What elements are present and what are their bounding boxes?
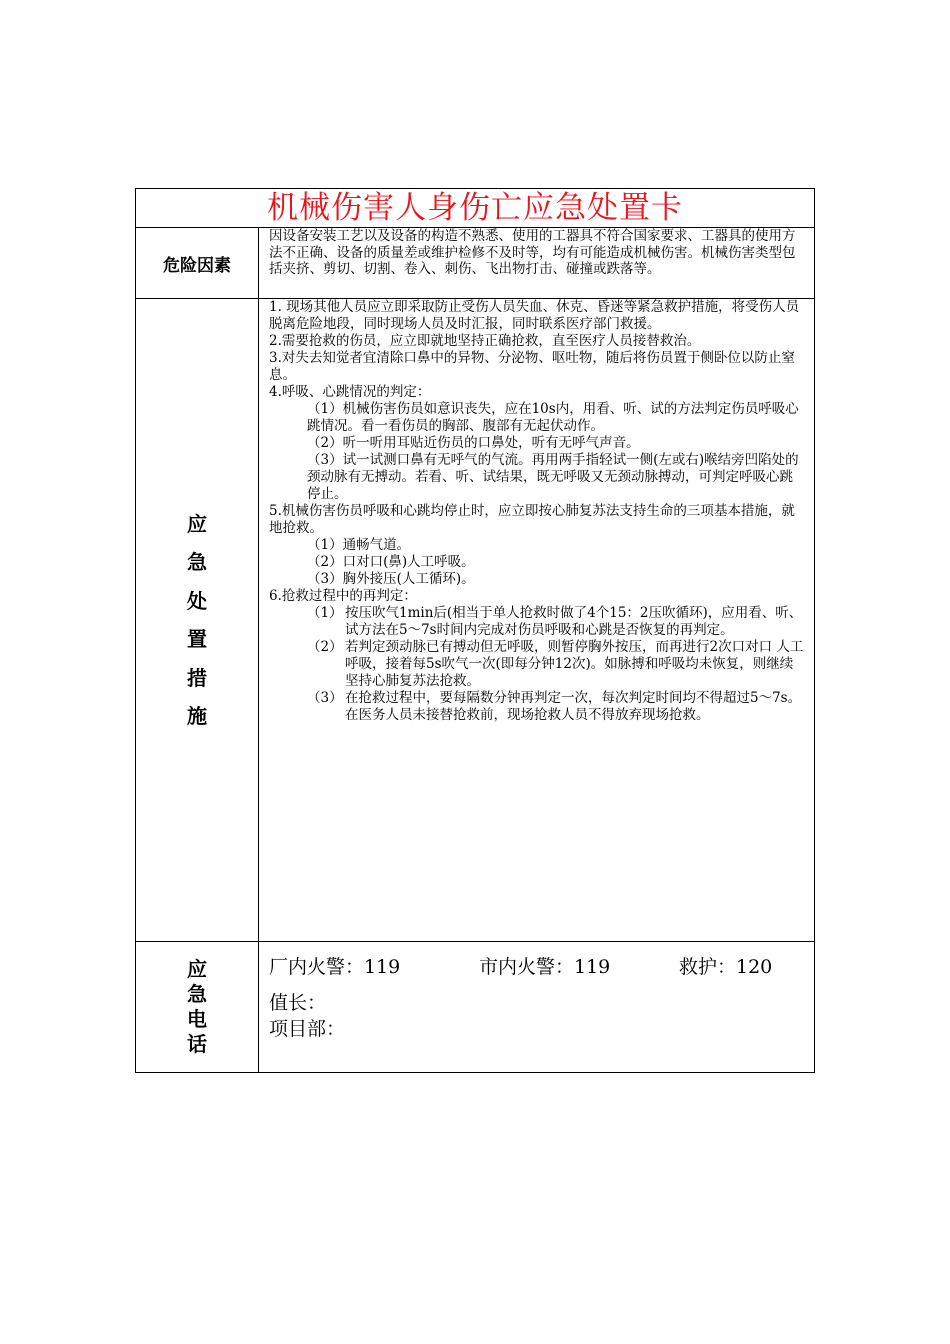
measure-item-6-1-text: 按压吹气1min后(相当于单人抢救时做了4个15：2压吹循环)，应用看、听、试方法在5～7s时间内完成对伤员呼吸和心跳是否恢复的再判定。: [345, 605, 803, 638]
hazard-text: 因设备安装工艺以及设备的构造不熟悉、使用的工器具不符合国家要求、工器具的使用方法不正确、设备的质量差或维护检修不及时等，均有可能造成机械伤害。机械伤害类型包括夹挤、剪切、切割、卷入、刺伤、飞出物打击、碰撞或跌落等。: [269, 228, 796, 277]
phone-label-char: 电: [187, 1007, 207, 1031]
measure-item-6-2-num: （2）: [307, 639, 343, 655]
measures-label-char: 施: [187, 704, 207, 728]
measure-item-6-3: [269, 690, 806, 724]
measures-content: [259, 299, 814, 941]
measures-label-char: 急: [187, 550, 207, 574]
title-row: [136, 189, 814, 228]
rescue-number: 救护：120: [679, 956, 773, 978]
measure-item-4-1: （1）机械伤害伤员如意识丧失，应在10s内，用看、听、试的方法判定伤员呼吸心跳情况。看一看伤员的胸部、腹部有无起伏动作。: [307, 401, 799, 434]
measures-label-char: 应: [187, 511, 207, 536]
measure-item-3: 3.对失去知觉者宜清除口鼻中的异物、分泌物、呕吐物，随后将伤员置于侧卧位以防止窒息。: [269, 350, 795, 383]
measure-item-5-3: （3）胸外接压(人工循环)。: [307, 571, 475, 587]
phone-content: [259, 942, 814, 1072]
project-dept: 项目部：: [269, 1018, 346, 1040]
measure-item-1: 1. 现场其他人员应立即采取防止受伤人员失血、休克、昏迷等紧急救护措施，将受伤人员脱离危险地段，同时现场人员及时汇报，同时联系医疗部门救援。: [269, 299, 800, 332]
measure-item-6: 6.抢救过程中的再判定：: [269, 588, 417, 604]
hazard-label: 危险因素: [136, 228, 259, 298]
measure-item-5-1: （1）通畅气道。: [307, 537, 411, 553]
measure-item-4-3: （3）试一试测口鼻有无呼气的气流。再用两手指轻试一侧(左或右)喉结旁凹陷处的颈动脉有无搏动。若看、听、试结果，既无呼吸又无颈动脉搏动，可判定呼吸心跳停止。: [307, 452, 799, 502]
hazard-row: [136, 228, 814, 299]
measures-label-char: 置: [187, 627, 207, 651]
measure-item-5-2: （2）口对口(鼻)人工呼吸。: [307, 554, 475, 570]
measure-item-6-2-text: 若判定颈动脉已有搏动但无呼吸，则暂停胸外按压，而再进行2次口对口 人工呼吸，接着每5s吹气一次(即每分钟12次)。如脉搏和呼吸均未恢复，则继续坚持心肺复苏法抢救。: [345, 639, 804, 689]
measure-item-6-2: [269, 639, 806, 690]
phone-label-char: 应: [187, 957, 207, 981]
factory-fire-number: 厂内火警：119: [269, 956, 401, 978]
phone-label-char: 急: [187, 982, 207, 1006]
card-title: 机械伤害人身伤亡应急处置卡: [267, 190, 683, 226]
measures-label-char: 措: [187, 665, 207, 690]
measure-item-6-3-text: 在抢救过程中，要每隔数分钟再判定一次，每次判定时间均不得超过5～7s。在医务人员未接替抢救前，现场抢救人员不得放弃现场抢救。: [345, 690, 802, 723]
measure-item-6-1: [269, 605, 806, 639]
phone-label-char: 话: [187, 1032, 207, 1056]
measure-item-2: 2.需要抢救的伤员，应立即就地坚持正确抢救，直至医疗人员接替救治。: [269, 333, 701, 349]
measures-label: [136, 299, 259, 941]
measures-label-char: 处: [187, 588, 207, 613]
measure-item-5: 5.机械伤害伤员呼吸和心跳均停止时，应立即按心肺复苏法支持生命的三项基本措施，就地抢救。: [269, 503, 795, 536]
measure-item-4: 4.呼吸、心跳情况的判定：: [269, 384, 431, 400]
measure-item-6-3-num: （3）: [307, 690, 343, 706]
city-fire-number: 市内火警：119: [479, 956, 611, 978]
phone-row: [136, 942, 814, 1072]
shift-leader: 值长：: [269, 992, 327, 1014]
emergency-card: [135, 188, 815, 1073]
phone-numbers: [269, 954, 806, 980]
measure-item-6-1-num: （1）: [307, 605, 343, 621]
measures-row: [136, 299, 814, 942]
measure-item-4-2: （2）听一听用耳贴近伤员的口鼻处，听有无呼气声音。: [307, 435, 640, 451]
phone-label: [136, 942, 259, 1072]
